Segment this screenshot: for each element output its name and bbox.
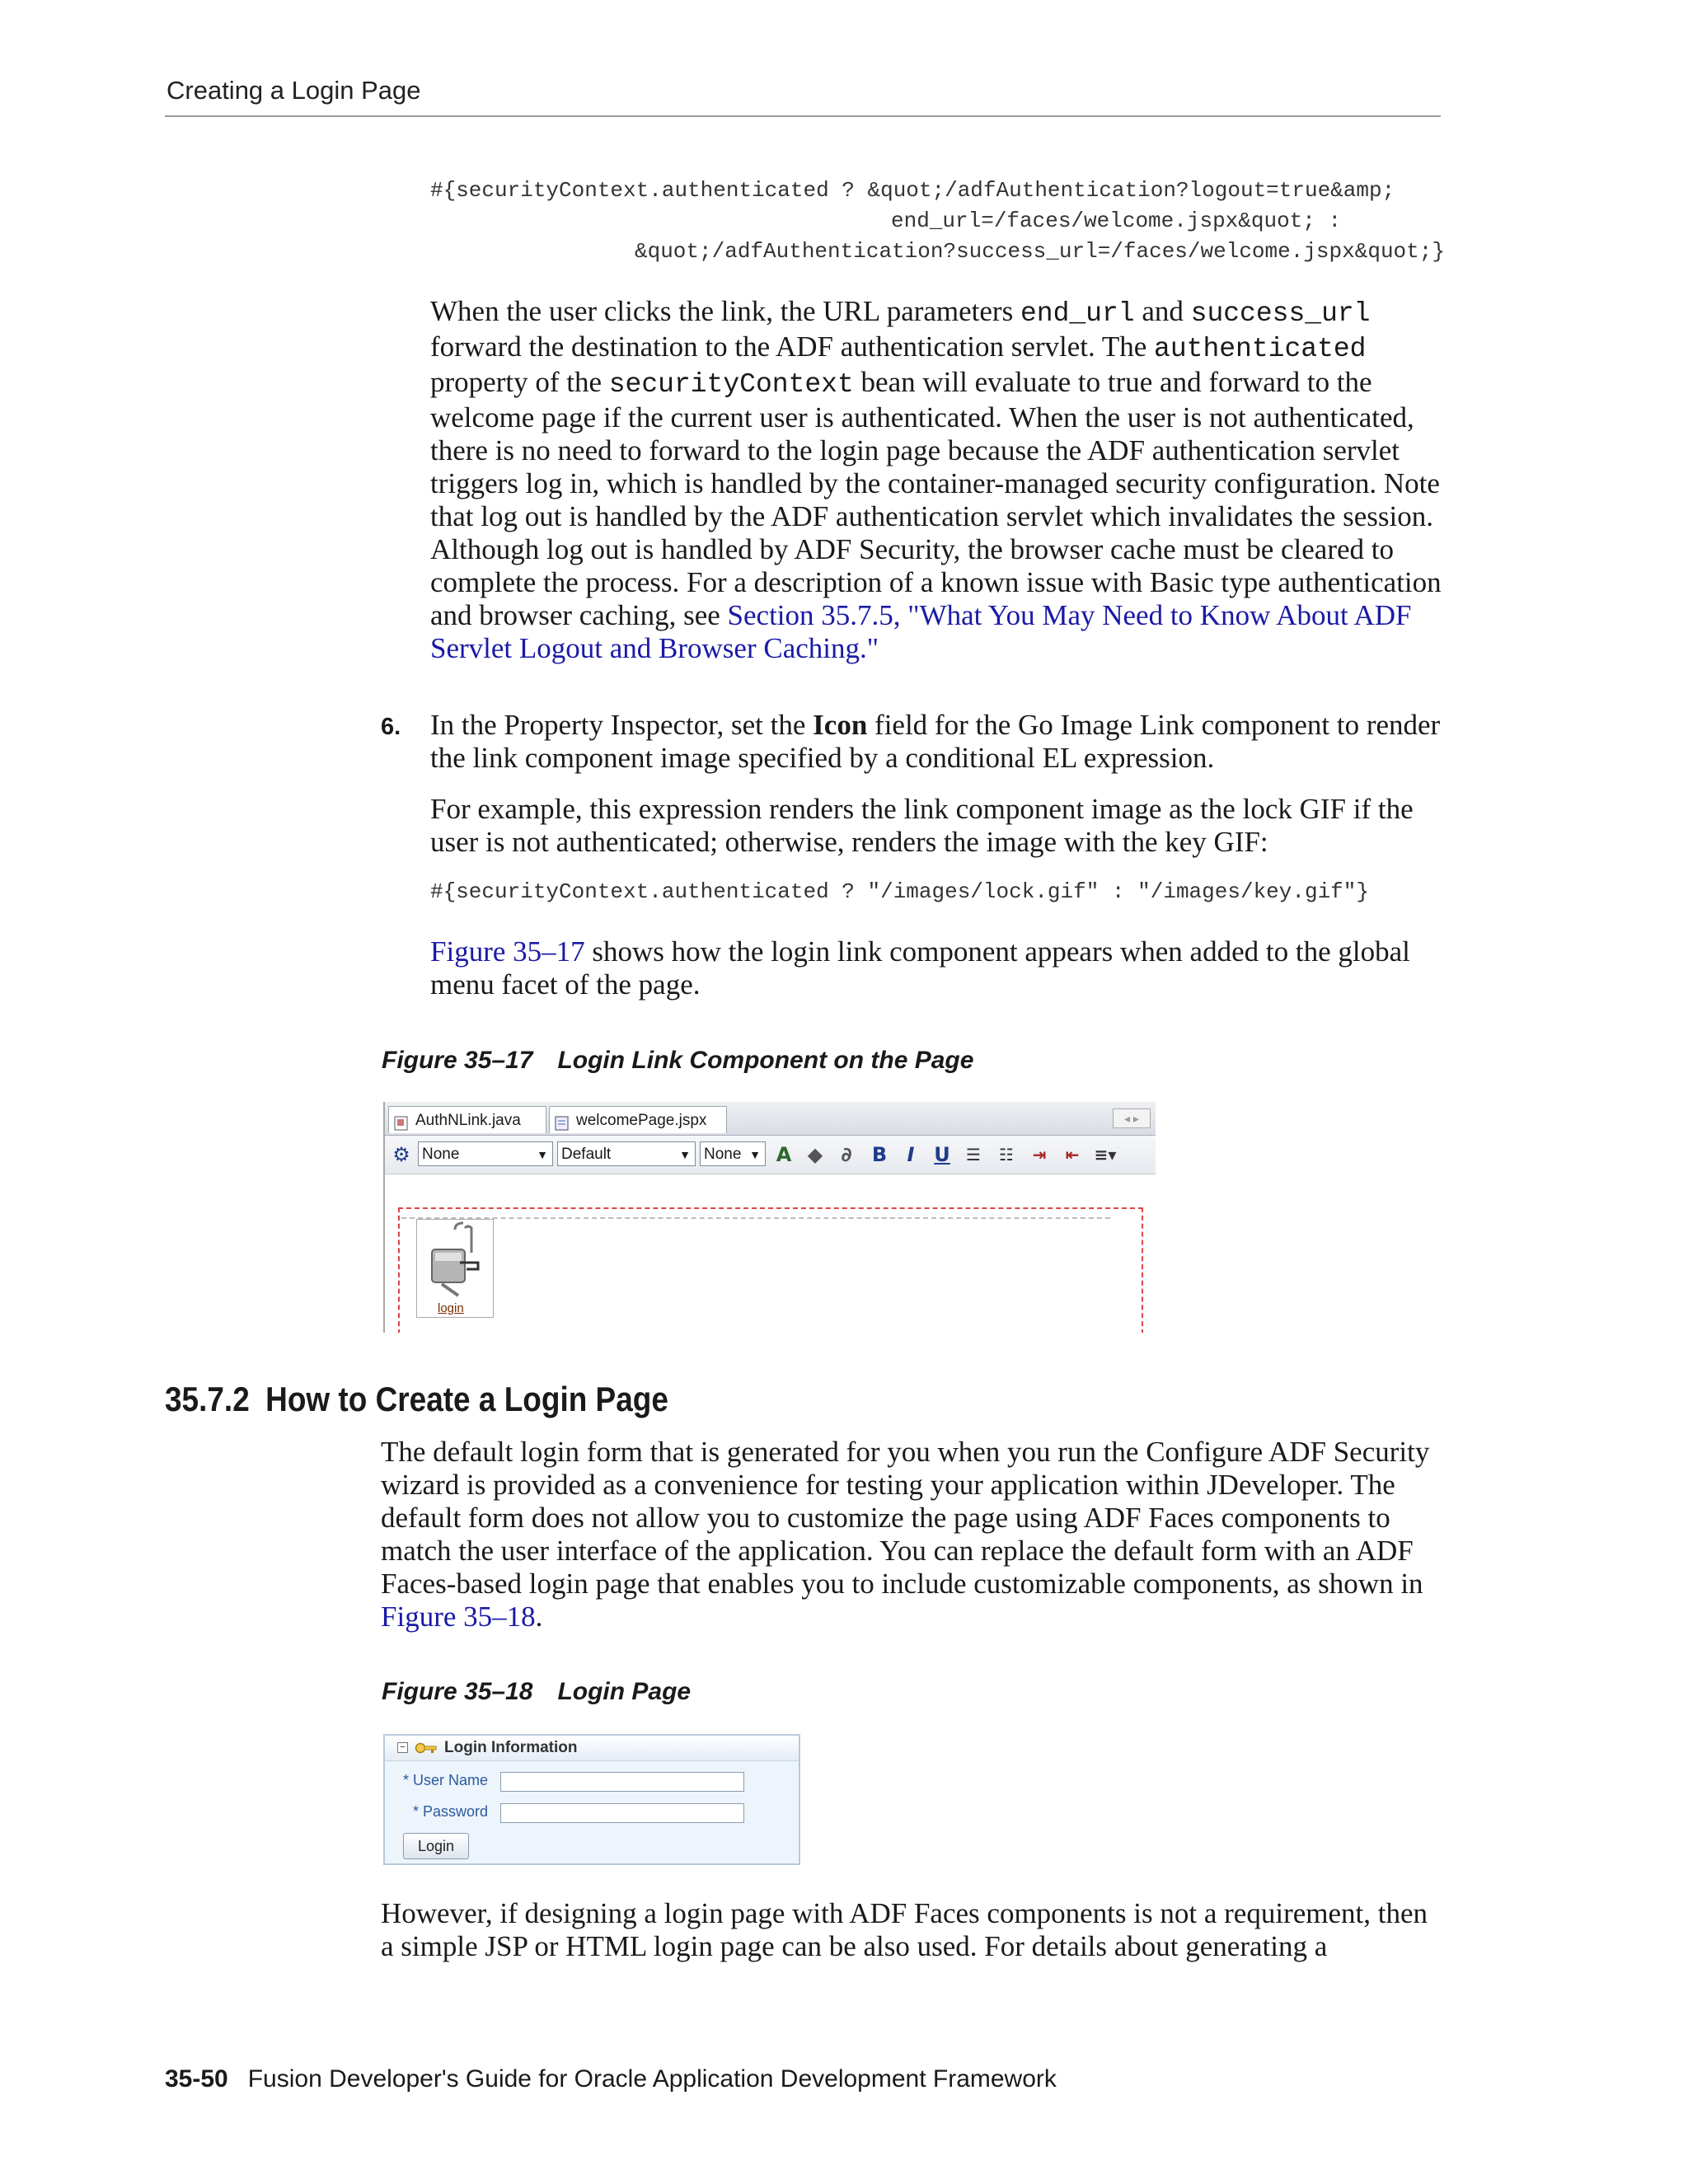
paragraph: The default login form that is generated for you when you run the Configure ADF Security wizard is provided as a convenience for testing your application within JDeveloper. The default form does not allow you to customize the page using ADF Faces components to match the user interface of the application. You can replace the default form with an ADF Faces-based login page that enables you to include customizable components, as shown in Figure 35–18. [381,1436,1430,1633]
inline-code: success_url [1190,298,1371,329]
tab-scroll-buttons[interactable]: ◂ ▸ [1113,1108,1151,1128]
step-text: In the Property Inspector, set the Icon field for the Go Image Link component to render the link component image specified by a conditional EL expression. [430,709,1441,774]
figure-link[interactable]: Figure 35–17 [430,935,585,968]
inline-code: end_url [1020,298,1135,329]
bold-term: Icon [813,709,868,741]
size-select[interactable]: None ▼ [700,1141,766,1166]
login-link-text[interactable]: login [438,1301,464,1315]
inner-facet-border [401,1217,1110,1219]
editor-screenshot [383,1102,1156,1333]
login-link-component[interactable] [416,1219,494,1318]
editor-toolbar [385,1136,1156,1174]
page-footer [165,2065,1057,2093]
italic-icon[interactable]: I [907,1143,915,1166]
code-line: end_url=/faces/welcome.jspx&quot; : [891,209,1342,233]
header-rule [165,115,1441,117]
step-number: 6. [381,714,401,740]
tab-authnlink-java[interactable]: AuthNLink.java [388,1106,546,1133]
paragraph: For example, this expression renders the link component image as the lock GIF if the user is not authenticated; otherwise, renders the image with the key GIF: [430,793,1414,858]
tab-welcomepage-jspx[interactable]: welcomePage.jspx [549,1106,727,1133]
text-color-icon[interactable]: A [776,1143,792,1166]
bucket-icon[interactable]: ◆ [807,1143,823,1166]
code-line: #{securityContext.authenticated ? "/images/lock.gif" : "/images/key.gif"} [430,879,1369,904]
bullet-list-icon[interactable]: ☷ [999,1145,1014,1165]
inline-code: securityContext [608,369,854,400]
login-panel-header [385,1736,799,1761]
indent-icon[interactable]: ⇥ [1032,1145,1047,1165]
java-file-icon [394,1113,409,1127]
login-panel-title: Login Information [444,1739,578,1756]
jspx-file-icon [555,1113,570,1127]
paragraph: However, if designing a login page with ADF Faces components is not a requirement, then a simple JSP or HTML login page can be also used. For details about generating a [381,1897,1428,1962]
collapse-toggle[interactable]: − [397,1742,408,1753]
login-panel [383,1734,800,1865]
style-class-select[interactable]: None ▼ [418,1141,553,1166]
section-link[interactable]: Section 35.7.5, "What You May Need to Know About ADF Servlet Logout and Browser Caching." [430,599,1412,664]
font-select[interactable]: Default ▼ [557,1141,696,1166]
paperclip-icon[interactable]: ∂ [841,1143,852,1166]
inline-code: authenticated [1154,334,1367,364]
design-area [398,1207,1143,1333]
running-header: Creating a Login Page [166,76,421,105]
figure-caption: Figure 35–17 Login Link Component on the Page [382,1047,974,1074]
username-field[interactable] [500,1772,744,1792]
underline-icon[interactable]: U [934,1143,950,1166]
editor-tab-bar [385,1102,1156,1136]
code-line: #{securityContext.authenticated ? &quot;/adfAuthentication?logout=true&amp; [430,178,1395,203]
login-button[interactable]: Login [403,1833,469,1859]
section-heading: 35.7.2 How to Create a Login Page [165,1380,668,1418]
numbered-list-icon[interactable]: ☰ [966,1145,981,1165]
lock-icon [417,1220,493,1302]
page-number: 35-50 [165,2065,228,2093]
key-icon [415,1741,438,1759]
outdent-icon[interactable]: ⇤ [1065,1145,1080,1165]
paragraph: When the user clicks the link, the URL parameters end_url and success_url forward the destination to the ADF authentication servlet. The authenticated property of the securityContext bean will evaluate to true and forward to the welcome page if the current user is authenticated. When the user is not authenticated, there is no need to forward to the login page because the ADF authentication servlet triggers log in, which is handled by the container-managed security configuration. Note that log out is handled by the ADF authentication servlet which invalidates the session. Although log out is handled by ADF Security, the browser cache must be cleared to complete the process. For a description of a known issue with Basic type authentication and browser caching, see Section 35.7.5, "What You May Need to Know About ADF Servlet Logout and Browser Caching." [430,295,1442,664]
password-field[interactable] [500,1803,744,1823]
book-title: Fusion Developer's Guide for Oracle Application Development Framework [247,2065,1057,2093]
figure-link[interactable]: Figure 35–18 [381,1601,536,1633]
gear-icon[interactable]: ⚙ [392,1143,410,1166]
password-label: * Password [413,1803,489,1820]
figure-caption: Figure 35–18 Login Page [382,1678,692,1705]
username-label: * User Name [403,1772,489,1788]
align-icon[interactable]: ≡▾ [1094,1145,1117,1165]
paragraph: Figure 35–17 shows how the login link component appears when added to the global menu facet of the page. [430,935,1410,1001]
code-line: &quot;/adfAuthentication?success_url=/faces/welcome.jspx&quot;} [635,239,1445,264]
bold-icon[interactable]: B [871,1143,888,1166]
